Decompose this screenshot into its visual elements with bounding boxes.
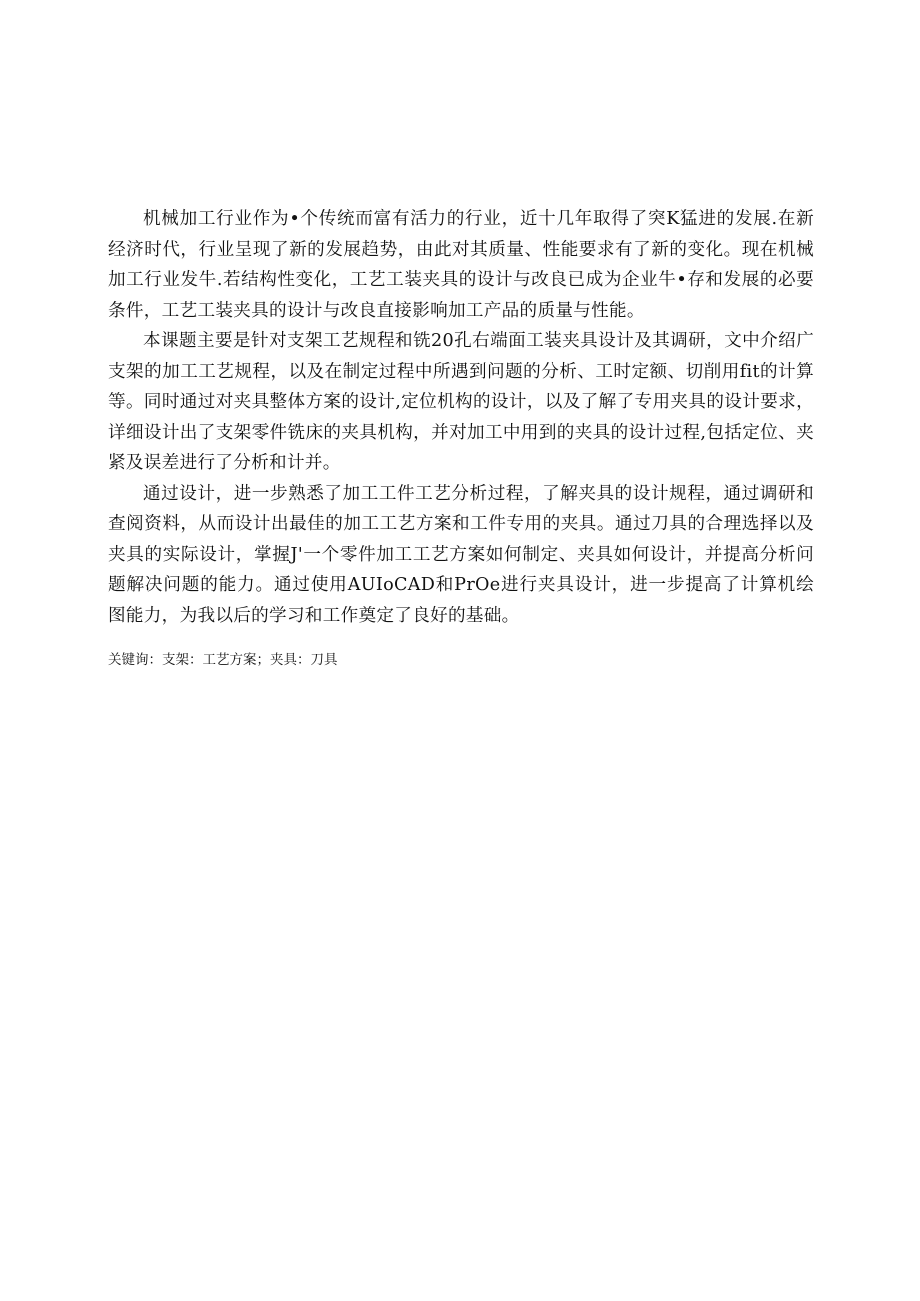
abstract-paragraph-2: 本课题主要是针对支架工艺规程和铣20孔右端面工装夹具设计及其调研，文中介绍广支架的加工工艺规程，以及在制定过程中所遇到问题的分析、工时定额、切削用fit的计算等。同时通过对夹具整体方案的设计,定位机构的设计，以及了解了专用夹具的设计要求，详细设计出了支架零件铣床的夹具机构，并对加工中用到的夹具的设计过程,包括定位、夹紧及误差进行了分析和计并。 <box>108 331 814 473</box>
abstract-body <box>108 204 814 631</box>
abstract-paragraph-1: 机械加工行业作为•个传统而富有活力的行业，近十几年取得了突K猛进的发展.在新经济时代，行业呈现了新的发展趋势，由此对其质量、性能要求有了新的变化。现在机械加工行业发牛.若结构性变化，工艺工装夹具的设计与改良已成为企业牛•存和发展的必要条件，工艺工装夹具的设计与改良直接影响加工产品的质量与性能。 <box>108 209 814 321</box>
keywords-line: 关键询：支架：工艺方案；夹具：刀具 <box>108 652 338 668</box>
abstract-paragraph-3: 通过设计，进一步熟悉了加工工件工艺分析过程，了解夹具的设计规程，通过调研和查阅资料，从而设计出最佳的加工工艺方案和工件专用的夹具。通过刀具的合理选择以及夹具的实际设计，掌握J'一个零件加工工艺方案如何制定、夹具如何设计，并提高分析问题解决问题的能力。通过使用AUIoCAD和PrOe进行夹具设计，进一步提高了计算机绘图能力，为我以后的学习和工作奠定了良好的基础。 <box>108 483 814 626</box>
